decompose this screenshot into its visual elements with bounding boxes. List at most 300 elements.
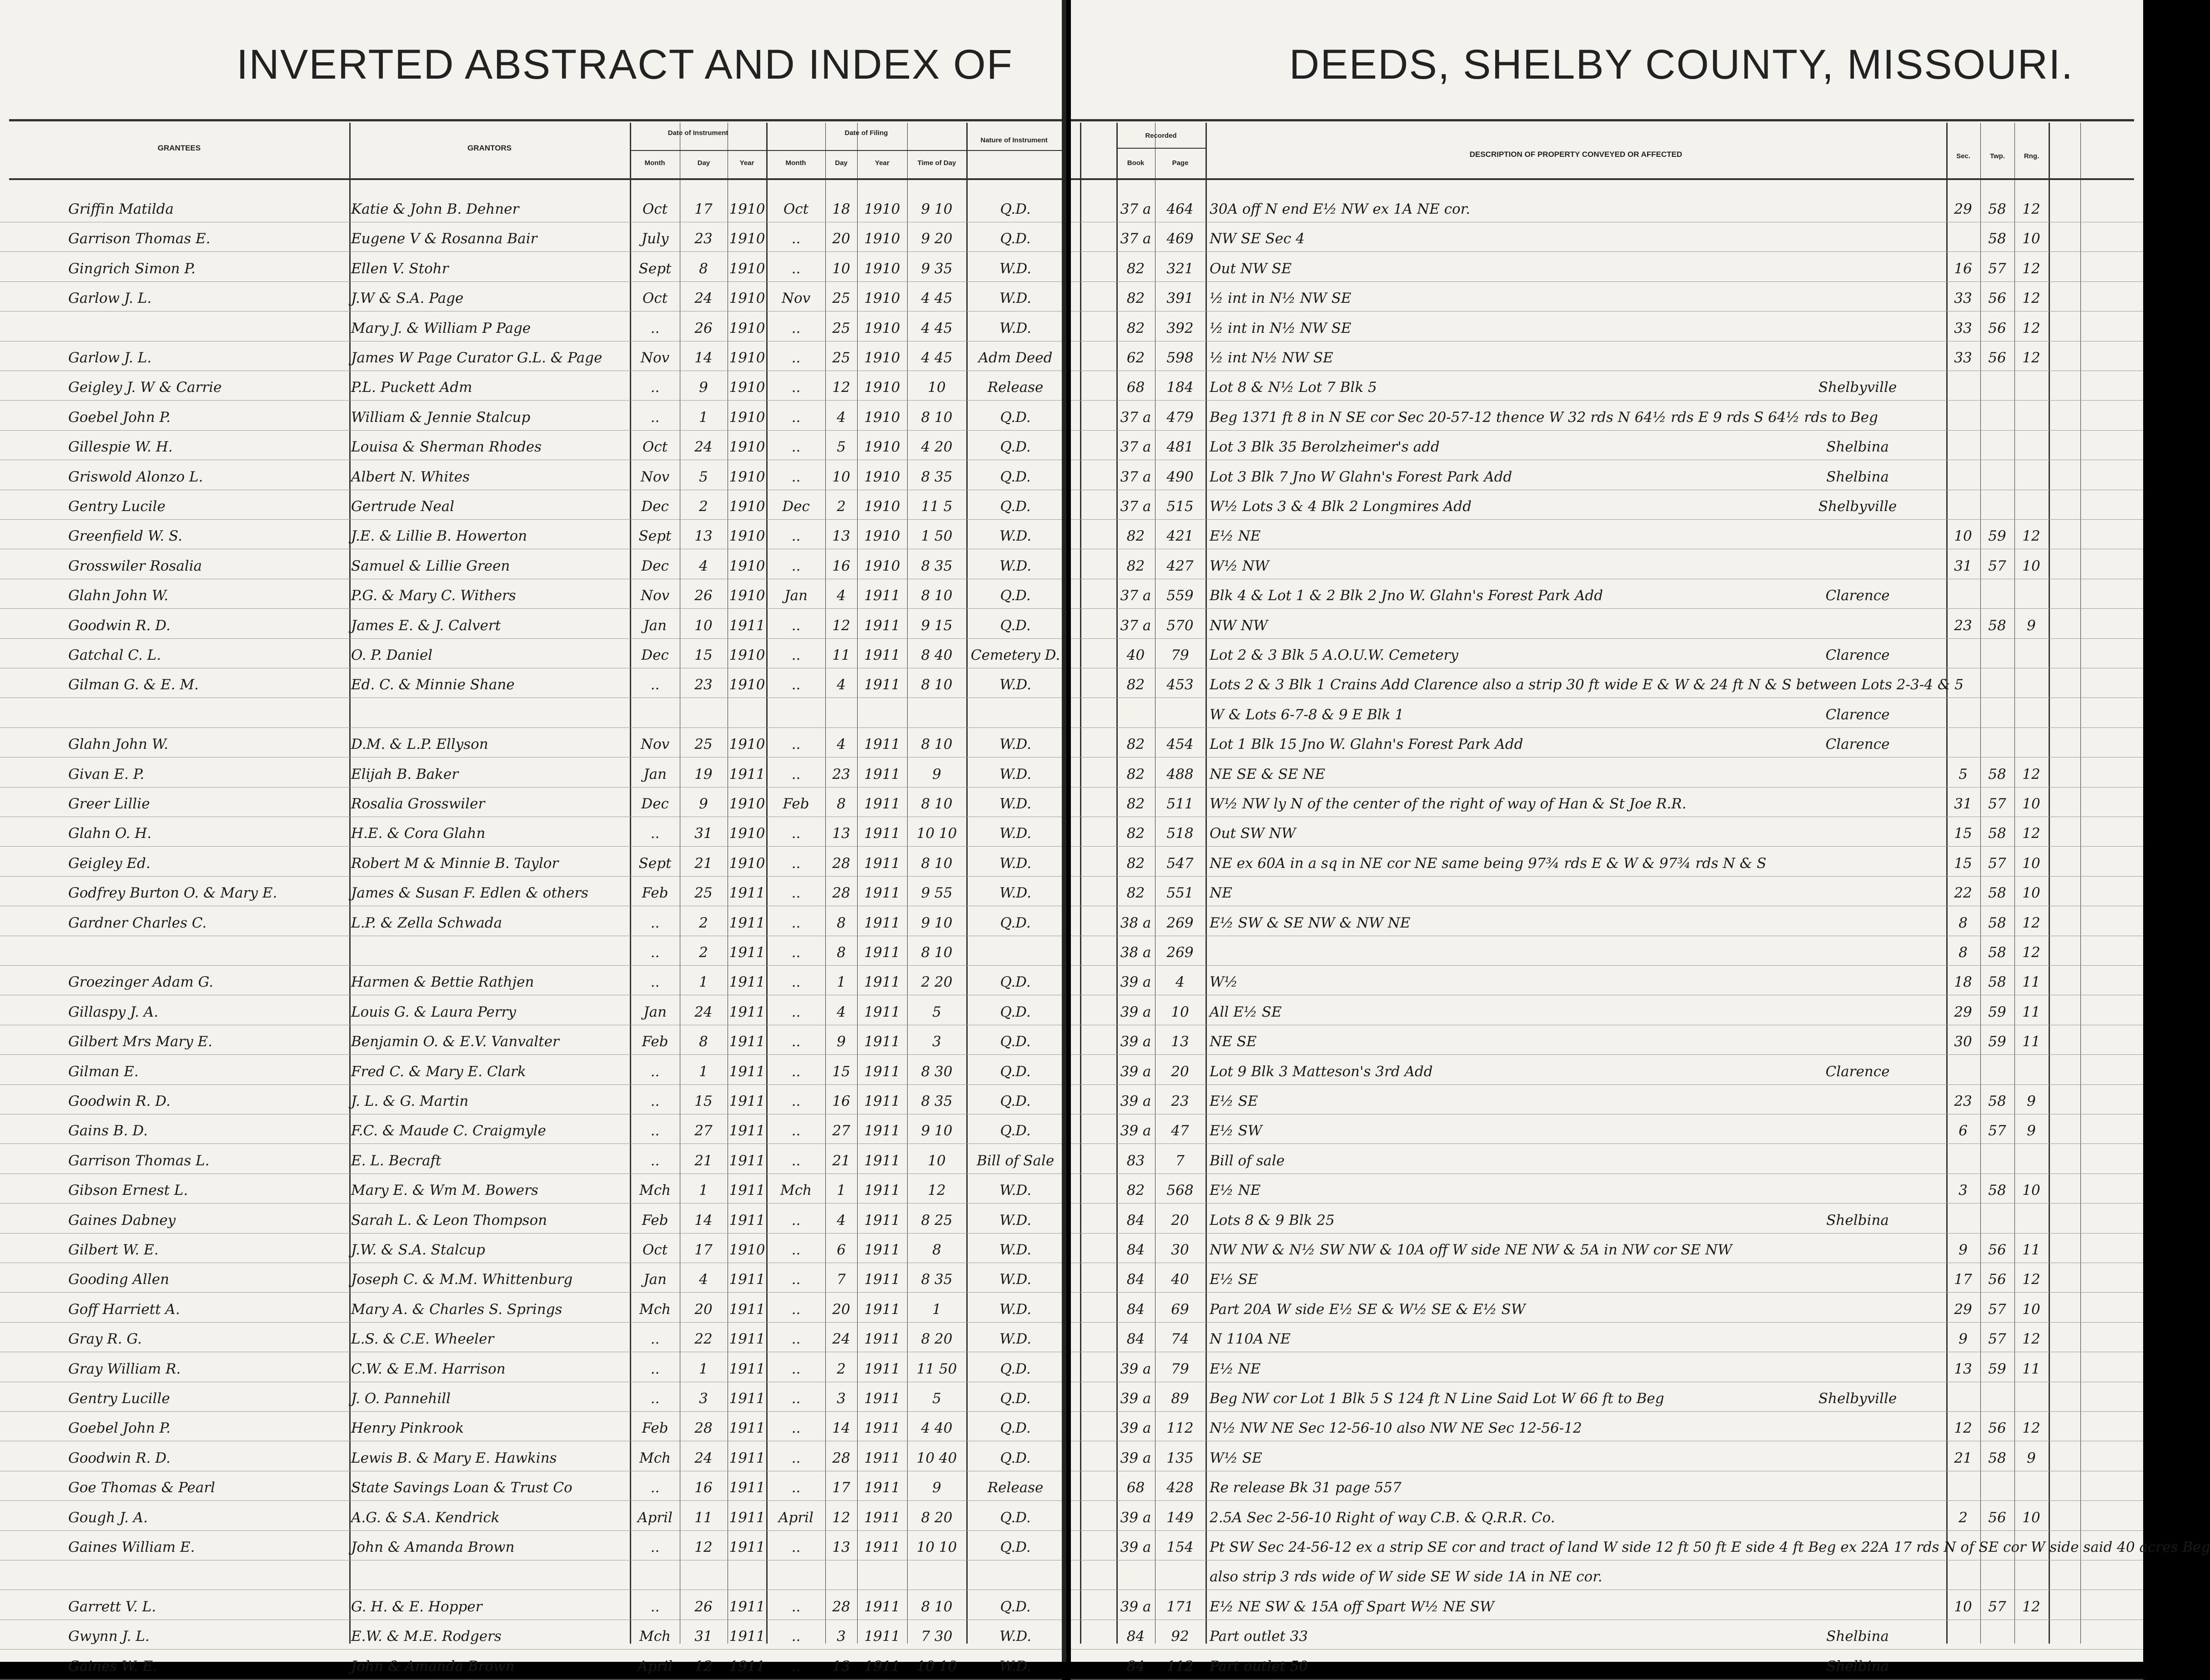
page-cell: 469 <box>1166 231 1194 247</box>
ledger-row <box>0 1296 1062 1320</box>
filing-month-cell: .. <box>791 439 801 456</box>
filing-time-cell: 8 35 <box>921 468 953 485</box>
instrument-year-cell: 1910 <box>729 320 765 336</box>
grantor-cell: Albert N. Whites <box>351 468 470 485</box>
description-cell: E½ SE <box>1210 1271 1258 1288</box>
filing-year-cell: 1911 <box>864 1479 900 1496</box>
book-cell: 39 a <box>1120 1003 1151 1020</box>
nature-cell: Q.D. <box>1000 1449 1031 1466</box>
filing-year-cell: 1911 <box>864 974 900 991</box>
page-cell: 69 <box>1171 1301 1189 1318</box>
ledger-row <box>0 493 1062 517</box>
col-header-twp: Twp. <box>1989 152 2005 160</box>
twp-cell: 58 <box>1988 231 2006 247</box>
nature-cell: W.D. <box>1000 1331 1031 1348</box>
instrument-month-cell: Feb <box>642 1212 668 1229</box>
filing-month-cell: .. <box>791 825 801 842</box>
instrument-day-cell: 19 <box>694 766 713 782</box>
grantee-cell: Garlow J. L. <box>68 290 152 307</box>
ruled-line <box>1071 846 2143 847</box>
filing-year-cell: 1911 <box>864 1628 900 1645</box>
place-cell <box>1771 1534 1944 1558</box>
sec-cell <box>1947 225 1979 250</box>
sec-cell: 21 <box>1954 1449 1972 1466</box>
grantor-cell: Joseph C. & M.M. Whittenburg <box>351 1271 573 1288</box>
nature-cell: W.D. <box>1000 1212 1031 1229</box>
filing-time-cell: 8 10 <box>921 677 953 693</box>
twp-cell: 56 <box>1988 290 2006 307</box>
sec-cell: 33 <box>1954 350 1972 366</box>
place-cell: Shelbina <box>1826 439 1889 456</box>
book-cell: 39 a <box>1120 1449 1151 1466</box>
filing-year-cell: 1911 <box>864 677 900 693</box>
page-cell: 453 <box>1166 677 1194 693</box>
ledger-row <box>0 315 1062 339</box>
page-cell: 559 <box>1166 587 1194 604</box>
grantee-cell: Godfrey Burton O. & Mary E. <box>68 885 277 902</box>
ruled-line <box>0 1292 1062 1293</box>
place-cell <box>1771 1177 1944 1201</box>
rng-cell <box>2015 1385 2048 1409</box>
description-cell: Pt SW Sec 24-56-12 ex a strip SE cor and tract of land W side 12 ft 50 ft E side 4 ft Beg ex 22A 17 rds N of SE cor W side said 40 acres Beg <box>1210 1539 2210 1555</box>
instrument-year-cell <box>728 701 766 726</box>
page-cell: 4 <box>1175 974 1185 991</box>
twp-cell: 59 <box>1988 1033 2006 1050</box>
ruled-line <box>0 638 1062 639</box>
instrument-month-cell: .. <box>650 1598 660 1615</box>
twp-cell: 58 <box>1988 201 2006 217</box>
sec-cell <box>1947 493 1979 517</box>
grantee-cell: Gingrich Simon P. <box>68 260 196 277</box>
ledger-row <box>1071 1266 2143 1290</box>
ledger-row <box>1071 1325 2143 1350</box>
grantee-cell: Gibson Ernest L. <box>68 1182 188 1199</box>
rng-cell: 9 <box>2027 617 2036 634</box>
instrument-month-cell: Jan <box>643 766 667 782</box>
sec-cell: 31 <box>1954 796 1972 812</box>
ledger-row <box>0 522 1062 547</box>
page-cell: 421 <box>1166 528 1194 545</box>
filing-day-cell: 13 <box>832 1539 850 1555</box>
description-cell: 2.5A Sec 2-56-10 Right of way C.B. & Q.R.R. Co. <box>1210 1509 1555 1526</box>
instrument-month-cell: .. <box>650 914 660 931</box>
book-cell <box>1116 1563 1155 1588</box>
filing-year-cell: 1910 <box>864 379 900 396</box>
grantee-cell: Griffin Matilda <box>68 201 174 217</box>
filing-year-cell: 1911 <box>864 1212 900 1229</box>
sec-cell: 33 <box>1954 290 1972 307</box>
filing-time-cell: 9 20 <box>921 231 953 247</box>
ruled-line <box>1071 727 2143 728</box>
ledger-row <box>0 344 1062 369</box>
twp-cell <box>1981 1563 2014 1588</box>
ruled-line <box>1071 1084 2143 1085</box>
filing-day-cell: 5 <box>837 439 846 456</box>
page-cell: 427 <box>1166 557 1194 574</box>
nature-cell: Bill of Sale <box>976 1152 1055 1169</box>
sec-cell <box>1947 463 1979 488</box>
place-cell <box>1771 1236 1944 1261</box>
ledger-row <box>0 1504 1062 1529</box>
filing-day-cell: 12 <box>832 1509 850 1526</box>
filing-time-cell: 11 50 <box>916 1360 957 1377</box>
instrument-year-cell: 1910 <box>729 677 765 693</box>
filing-year-cell: 1911 <box>864 855 900 872</box>
book-cell: 39 a <box>1120 1033 1151 1050</box>
filing-day-cell: 4 <box>837 587 846 604</box>
page-cell: 515 <box>1166 498 1194 515</box>
filing-year-cell: 1911 <box>864 1093 900 1109</box>
description-cell: E½ NE <box>1210 528 1261 545</box>
filing-day-cell: 1 <box>837 1182 846 1199</box>
sec-cell <box>1947 1534 1979 1558</box>
filing-time-cell: 4 45 <box>921 350 953 366</box>
rng-cell <box>2015 1563 2048 1588</box>
filing-month-cell: .. <box>791 1331 801 1348</box>
book-cell: 39 a <box>1120 974 1151 991</box>
book-cell: 37 a <box>1120 409 1151 426</box>
ledger-row <box>0 1236 1062 1261</box>
ledger-row <box>0 404 1062 428</box>
description-cell: also strip 3 rds wide of W side SE W side 1A in NE cor. <box>1210 1569 1602 1585</box>
ruled-line <box>0 1322 1062 1323</box>
ledger-row <box>0 1563 1062 1588</box>
grantor-cell: Fred C. & Mary E. Clark <box>351 1063 526 1080</box>
place-cell <box>1771 1296 1944 1320</box>
filing-year-cell: 1911 <box>864 1301 900 1318</box>
place-cell <box>1771 1028 1944 1053</box>
instrument-month-cell: Nov <box>640 468 670 485</box>
grantor-cell: C.W. & E.M. Harrison <box>351 1360 506 1377</box>
nature-cell: Q.D. <box>1000 468 1031 485</box>
instrument-day-cell: 27 <box>694 1123 713 1139</box>
page-cell: 321 <box>1166 260 1194 277</box>
instrument-year-cell: 1910 <box>729 1242 765 1258</box>
grantor-cell: Gertrude Neal <box>351 498 455 515</box>
nature-cell: Q.D. <box>1000 1123 1031 1139</box>
filing-time-cell: 8 10 <box>921 796 953 812</box>
instrument-year-cell: 1910 <box>729 587 765 604</box>
place-cell <box>1771 1147 1944 1172</box>
ruled-line <box>0 1411 1062 1412</box>
sec-cell <box>1947 671 1979 696</box>
book-cell: 84 <box>1126 1242 1145 1258</box>
instrument-day-cell: 2 <box>699 914 708 931</box>
instrument-month-cell: Nov <box>640 350 670 366</box>
filing-day-cell: 8 <box>837 796 846 812</box>
ledger-row <box>1071 642 2143 666</box>
description-cell: N½ NW NE Sec 12-56-10 also NW NE Sec 12-56-12 <box>1210 1420 1582 1437</box>
sec-cell: 13 <box>1954 1360 1972 1377</box>
nature-cell: Q.D. <box>1000 1003 1031 1020</box>
twp-cell: 56 <box>1988 1271 2006 1288</box>
rng-cell <box>2015 1623 2048 1647</box>
sec-cell <box>1947 1474 1979 1499</box>
filing-time-cell: 10 <box>928 1152 946 1169</box>
description-cell: NW NW & N½ SW NW & 10A off W side NE NW & 5A in NW cor SE NW <box>1210 1242 1732 1258</box>
filing-day-cell: 10 <box>832 260 850 277</box>
book-cell: 84 <box>1126 1271 1145 1288</box>
grantee-cell: Geigley Ed. <box>68 855 151 872</box>
filing-day-cell: 20 <box>832 231 850 247</box>
ledger-row <box>0 433 1062 458</box>
rng-cell: 12 <box>2022 914 2040 931</box>
ruled-line <box>0 1679 1062 1680</box>
grantor-cell: E.W. & M.E. Rodgers <box>351 1628 502 1645</box>
place-cell <box>1771 255 1944 280</box>
header-top-rule <box>9 119 1062 121</box>
grantee-cell: Goff Harriett A. <box>68 1301 180 1318</box>
filing-year-cell: 1911 <box>864 1003 900 1020</box>
filing-day-cell: 14 <box>832 1420 850 1437</box>
ledger-row <box>1071 196 2143 220</box>
ledger-row <box>1071 1296 2143 1320</box>
twp-cell <box>1981 493 2014 517</box>
filing-time-cell: 8 10 <box>921 736 953 753</box>
grantee-cell: Gilman E. <box>68 1063 139 1080</box>
ledger-row <box>1071 761 2143 785</box>
description-cell: NE ex 60A in a sq in NE cor NE same being 97¾ rds E & W & 97¾ rds N & S <box>1210 855 1767 872</box>
instrument-month-cell: Jan <box>643 617 667 634</box>
description-cell: W & Lots 6-7-8 & 9 E Blk 1 <box>1210 706 1404 723</box>
grantor-cell: Eugene V & Rosanna Bair <box>351 231 537 247</box>
instrument-month-cell: Sept <box>638 855 672 872</box>
filing-month-cell: .. <box>791 1390 801 1407</box>
filing-time-cell: 10 10 <box>916 825 957 842</box>
place-cell: Clarence <box>1825 736 1890 753</box>
filing-year-cell: 1911 <box>864 1271 900 1288</box>
place-cell <box>1771 671 1944 696</box>
place-cell: Clarence <box>1825 706 1890 723</box>
instrument-year-cell: 1910 <box>729 468 765 485</box>
ledger-row <box>0 463 1062 488</box>
ledger-row <box>0 671 1062 696</box>
page-cell: 428 <box>1166 1479 1194 1496</box>
instrument-day-cell: 24 <box>694 439 713 456</box>
rng-cell: 10 <box>2022 231 2040 247</box>
page-cell: 511 <box>1166 796 1194 812</box>
filing-time-cell: 1 50 <box>921 528 953 545</box>
ledger-row <box>1071 433 2143 458</box>
twp-cell <box>1981 671 2014 696</box>
nature-cell: Q.D. <box>1000 617 1031 634</box>
page-cell: 112 <box>1166 1420 1194 1437</box>
ledger-row <box>1071 582 2143 607</box>
instrument-day-cell: 5 <box>699 468 708 485</box>
ledger-row <box>0 1207 1062 1231</box>
grantor-cell: Katie & John B. Dehner <box>351 201 519 217</box>
ledger-row <box>1071 820 2143 844</box>
ruled-line <box>1071 1500 2143 1501</box>
place-cell <box>1771 1266 1944 1290</box>
rng-cell: 10 <box>2022 855 2040 872</box>
grantee-cell <box>68 315 346 339</box>
filing-time-cell: 8 25 <box>921 1212 953 1229</box>
twp-cell: 58 <box>1988 1093 2006 1109</box>
place-cell <box>1771 909 1944 934</box>
grantee-cell: Gilman G. & E. M. <box>68 677 199 693</box>
ledger-row <box>1071 671 2143 696</box>
instrument-day-cell: 3 <box>699 1390 708 1407</box>
filing-year-cell: 1911 <box>864 885 900 902</box>
instrument-month-cell: Dec <box>641 796 669 812</box>
header-top-rule <box>1071 119 2134 121</box>
filing-year-cell: 1911 <box>864 1420 900 1437</box>
ledger-row <box>0 374 1062 398</box>
book-cell: 82 <box>1126 766 1145 782</box>
book-cell: 37 a <box>1120 439 1151 456</box>
instrument-year-cell: 1910 <box>729 201 765 217</box>
ledger-row <box>1071 968 2143 993</box>
nature-cell: Q.D. <box>1000 409 1031 426</box>
filing-day-cell: 12 <box>832 617 850 634</box>
instrument-day-cell: 23 <box>694 231 713 247</box>
ruled-line <box>1071 1679 2143 1680</box>
instrument-year-cell: 1910 <box>729 855 765 872</box>
place-cell <box>1771 1593 1944 1618</box>
filing-month-cell: .. <box>791 974 801 991</box>
ruled-line <box>1071 876 2143 877</box>
ruled-line <box>0 1233 1062 1234</box>
twp-cell: 58 <box>1988 974 2006 991</box>
place-cell <box>1771 552 1944 577</box>
instrument-year-cell: 1911 <box>729 1598 765 1615</box>
book-cell: 39 a <box>1120 1509 1151 1526</box>
ruled-line <box>1071 251 2143 252</box>
book-cell: 84 <box>1126 1301 1145 1318</box>
filing-time-cell: 4 45 <box>921 320 953 336</box>
grantee-cell: Groezinger Adam G. <box>68 974 214 991</box>
twp-cell: 58 <box>1988 885 2006 902</box>
filing-month-cell: .. <box>791 1658 801 1675</box>
filing-time-cell: 10 10 <box>916 1539 957 1555</box>
book-cell: 39 a <box>1120 1123 1151 1139</box>
ledger-row <box>1071 1474 2143 1499</box>
rng-cell: 12 <box>2022 201 2040 217</box>
book-cell: 82 <box>1126 796 1145 812</box>
ledger-row <box>0 1325 1062 1350</box>
ledger-row <box>1071 1207 2143 1231</box>
ruled-line <box>0 430 1062 431</box>
sec-cell: 23 <box>1954 1093 1972 1109</box>
filing-month-cell: Nov <box>781 290 811 307</box>
instrument-month-cell: Mch <box>639 1301 671 1318</box>
rng-cell: 9 <box>2027 1449 2036 1466</box>
grantor-cell: Louisa & Sherman Rhodes <box>351 439 542 456</box>
col-header-rng: Rng. <box>2024 152 2039 160</box>
grantor-cell: O. P. Daniel <box>351 647 433 663</box>
book-cell: 84 <box>1126 1212 1145 1229</box>
ledger-row <box>0 1593 1062 1618</box>
filing-year-cell: 1911 <box>864 1063 900 1080</box>
filing-year-cell: 1910 <box>864 350 900 366</box>
ledger-row <box>0 1058 1062 1083</box>
rng-cell: 9 <box>2027 1123 2036 1139</box>
ruled-line <box>0 1649 1062 1650</box>
rng-cell <box>2015 731 2048 755</box>
instrument-day-cell: 12 <box>694 1539 713 1555</box>
instrument-day-cell: 21 <box>694 1152 713 1169</box>
book-cell: 82 <box>1126 1182 1145 1199</box>
twp-cell <box>1981 1653 2014 1677</box>
filing-time-cell: 8 10 <box>921 409 953 426</box>
ledger-row <box>0 1623 1062 1647</box>
filing-day-cell: 4 <box>837 736 846 753</box>
grantee-cell: Goodwin R. D. <box>68 1093 171 1109</box>
date-subheader-rule <box>630 150 1062 151</box>
instrument-day-cell: 26 <box>694 1598 713 1615</box>
description-cell: Lot 3 Blk 7 Jno W Glahn's Forest Park Add <box>1210 468 1512 485</box>
ledger-row <box>1071 1444 2143 1469</box>
rng-cell: 10 <box>2022 796 2040 812</box>
filing-day-cell: 13 <box>832 1658 850 1675</box>
place-cell: Clarence <box>1825 587 1890 604</box>
page-cell: 518 <box>1166 825 1194 842</box>
instrument-day-cell: 15 <box>694 1093 713 1109</box>
instrument-month-cell: Sept <box>638 260 672 277</box>
instrument-month-cell: .. <box>650 825 660 842</box>
filing-month-cell: .. <box>791 855 801 872</box>
nature-cell: Q.D. <box>1000 498 1031 515</box>
filing-day-cell: 1 <box>837 974 846 991</box>
description-cell: E½ SW & SE NW & NW NE <box>1210 914 1411 931</box>
twp-cell <box>1981 1474 2014 1499</box>
book-cell: 82 <box>1126 677 1145 693</box>
col-header-sec: Sec. <box>1956 152 1970 160</box>
grantor-cell: Mary A. & Charles S. Springs <box>351 1301 563 1318</box>
page-cell: 7 <box>1175 1152 1185 1169</box>
ruled-line <box>1071 281 2143 282</box>
page-cell: 149 <box>1166 1509 1194 1526</box>
filing-month-cell: Jan <box>784 587 808 604</box>
instrument-year-cell: 1911 <box>729 766 765 782</box>
nature-cell: W.D. <box>1000 677 1031 693</box>
nature-cell: Q.D. <box>1000 1033 1031 1050</box>
instrument-month-cell: .. <box>650 1539 660 1555</box>
instrument-day-cell: 23 <box>694 677 713 693</box>
page-cell: 89 <box>1171 1390 1189 1407</box>
filing-day-cell: 4 <box>837 1003 846 1020</box>
filing-year-cell <box>858 1563 906 1588</box>
ledger-row <box>1071 998 2143 1023</box>
grantor-cell: Robert M & Minnie B. Taylor <box>351 855 559 872</box>
grantor-cell: L.P. & Zella Schwada <box>351 914 502 931</box>
filing-month-cell: .. <box>791 1033 801 1050</box>
filing-year-cell: 1911 <box>864 1598 900 1615</box>
instrument-day-cell: 14 <box>694 350 713 366</box>
ledger-row <box>0 255 1062 280</box>
filing-time-cell: 8 35 <box>921 557 953 574</box>
filing-time-cell: 2 20 <box>921 974 953 991</box>
filing-year-cell: 1911 <box>864 1182 900 1199</box>
description-cell: Lot 3 Blk 35 Berolzheimer's add <box>1210 439 1440 456</box>
filing-year-cell: 1910 <box>864 201 900 217</box>
col-header-day: Day <box>835 159 848 167</box>
rng-cell <box>2015 1058 2048 1083</box>
filing-year-cell: 1910 <box>864 320 900 336</box>
ruled-line <box>1071 638 2143 639</box>
sec-cell: 3 <box>1959 1182 1968 1199</box>
instrument-day-cell: 1 <box>699 1182 708 1199</box>
grantor-cell: Louis G. & Laura Perry <box>351 1003 516 1020</box>
nature-cell: Q.D. <box>1000 974 1031 991</box>
grantor-cell <box>351 701 628 726</box>
instrument-month-cell: Oct <box>642 290 668 307</box>
ruled-line <box>1071 1322 2143 1323</box>
place-cell: Shelbina <box>1826 1212 1889 1229</box>
filing-time-cell: 5 <box>932 1003 941 1020</box>
filing-day-cell: 25 <box>832 320 850 336</box>
